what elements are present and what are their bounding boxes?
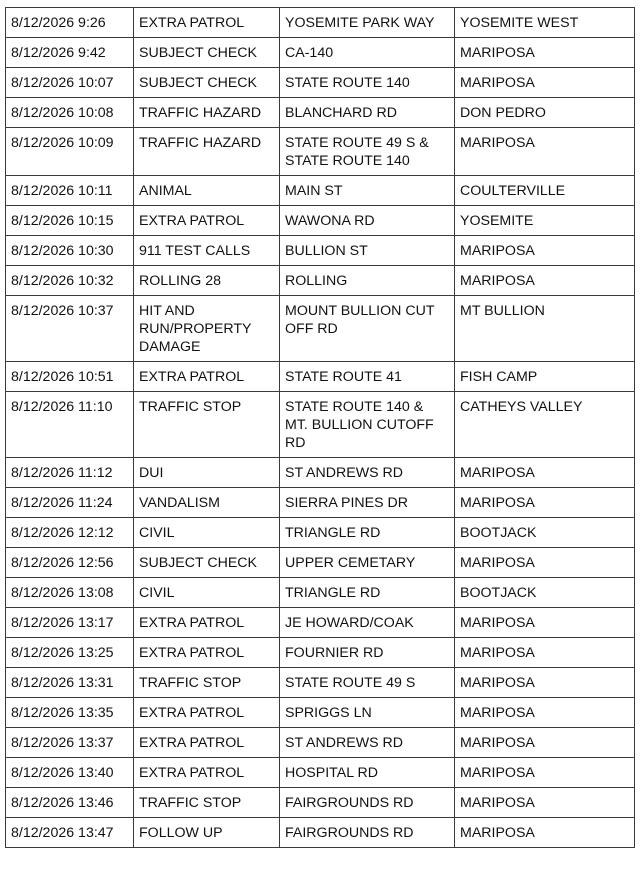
date-time-cell: 8/12/2026 10:32 [6,266,134,296]
call-type-cell: EXTRA PATROL [134,608,280,638]
call-type-cell: 911 TEST CALLS [134,236,280,266]
date-time-cell: 8/12/2026 13:46 [6,788,134,818]
location-cell: STATE ROUTE 41 [280,362,455,392]
call-type-cell: FOLLOW UP [134,818,280,848]
call-log-body [6,8,635,848]
area-cell: MARIPOSA [455,728,635,758]
area-cell: FISH CAMP [455,362,635,392]
table-row [6,68,635,98]
date-time-cell: 8/12/2026 13:08 [6,578,134,608]
area-cell: BOOTJACK [455,518,635,548]
area-cell: MARIPOSA [455,458,635,488]
table-row [6,98,635,128]
table-row [6,758,635,788]
call-type-cell: CIVIL [134,578,280,608]
area-cell: COULTERVILLE [455,176,635,206]
location-cell: MOUNT BULLION CUT OFF RD [280,296,455,362]
area-cell: MT BULLION [455,296,635,362]
location-cell: FOURNIER RD [280,638,455,668]
date-time-cell: 8/12/2026 11:10 [6,392,134,458]
location-cell: SPRIGGS LN [280,698,455,728]
location-cell: MAIN ST [280,176,455,206]
date-time-cell: 8/12/2026 10:37 [6,296,134,362]
area-cell: YOSEMITE WEST [455,8,635,38]
date-time-cell: 8/12/2026 13:17 [6,608,134,638]
table-row [6,638,635,668]
location-cell: STATE ROUTE 49 S [280,668,455,698]
table-row [6,38,635,68]
location-cell: STATE ROUTE 140 & MT. BULLION CUTOFF RD [280,392,455,458]
location-cell: UPPER CEMETARY [280,548,455,578]
area-cell: BOOTJACK [455,578,635,608]
call-log-table [5,7,635,848]
location-cell: FAIRGROUNDS RD [280,818,455,848]
call-type-cell: SUBJECT CHECK [134,38,280,68]
table-row [6,728,635,758]
call-type-cell: EXTRA PATROL [134,362,280,392]
location-cell: TRIANGLE RD [280,578,455,608]
date-time-cell: 8/12/2026 10:51 [6,362,134,392]
table-row [6,698,635,728]
call-type-cell: TRAFFIC HAZARD [134,98,280,128]
table-row [6,128,635,176]
call-type-cell: CIVIL [134,518,280,548]
location-cell: FAIRGROUNDS RD [280,788,455,818]
date-time-cell: 8/12/2026 11:24 [6,488,134,518]
date-time-cell: 8/12/2026 10:30 [6,236,134,266]
date-time-cell: 8/12/2026 13:25 [6,638,134,668]
date-time-cell: 8/12/2026 10:15 [6,206,134,236]
date-time-cell: 8/12/2026 10:07 [6,68,134,98]
location-cell: STATE ROUTE 140 [280,68,455,98]
table-row [6,818,635,848]
location-cell: ST ANDREWS RD [280,728,455,758]
date-time-cell: 8/12/2026 12:56 [6,548,134,578]
date-time-cell: 8/12/2026 13:31 [6,668,134,698]
call-type-cell: ROLLING 28 [134,266,280,296]
area-cell: MARIPOSA [455,698,635,728]
area-cell: MARIPOSA [455,788,635,818]
area-cell: CATHEYS VALLEY [455,392,635,458]
area-cell: YOSEMITE [455,206,635,236]
location-cell: HOSPITAL RD [280,758,455,788]
call-type-cell: DUI [134,458,280,488]
table-row [6,362,635,392]
area-cell: MARIPOSA [455,68,635,98]
call-type-cell: SUBJECT CHECK [134,68,280,98]
area-cell: MARIPOSA [455,488,635,518]
table-row [6,236,635,266]
location-cell: WAWONA RD [280,206,455,236]
call-type-cell: SUBJECT CHECK [134,548,280,578]
call-type-cell: TRAFFIC STOP [134,668,280,698]
date-time-cell: 8/12/2026 10:08 [6,98,134,128]
date-time-cell: 8/12/2026 13:47 [6,818,134,848]
table-row [6,548,635,578]
table-row [6,296,635,362]
call-type-cell: EXTRA PATROL [134,758,280,788]
date-time-cell: 8/12/2026 12:12 [6,518,134,548]
date-time-cell: 8/12/2026 9:26 [6,8,134,38]
location-cell: ST ANDREWS RD [280,458,455,488]
date-time-cell: 8/12/2026 13:37 [6,728,134,758]
area-cell: MARIPOSA [455,128,635,176]
table-row [6,176,635,206]
table-row [6,206,635,236]
location-cell: TRIANGLE RD [280,518,455,548]
area-cell: MARIPOSA [455,758,635,788]
date-time-cell: 8/12/2026 11:12 [6,458,134,488]
location-cell: JE HOWARD/COAK [280,608,455,638]
area-cell: DON PEDRO [455,98,635,128]
call-type-cell: EXTRA PATROL [134,206,280,236]
location-cell: YOSEMITE PARK WAY [280,8,455,38]
table-row [6,578,635,608]
table-row [6,458,635,488]
area-cell: MARIPOSA [455,548,635,578]
date-time-cell: 8/12/2026 13:40 [6,758,134,788]
area-cell: MARIPOSA [455,266,635,296]
date-time-cell: 8/12/2026 10:09 [6,128,134,176]
call-type-cell: TRAFFIC STOP [134,392,280,458]
table-row [6,8,635,38]
call-type-cell: EXTRA PATROL [134,8,280,38]
area-cell: MARIPOSA [455,638,635,668]
location-cell: ROLLING [280,266,455,296]
area-cell: MARIPOSA [455,38,635,68]
location-cell: BULLION ST [280,236,455,266]
table-row [6,608,635,638]
call-type-cell: EXTRA PATROL [134,698,280,728]
table-row [6,518,635,548]
call-type-cell: VANDALISM [134,488,280,518]
call-type-cell: EXTRA PATROL [134,638,280,668]
table-row [6,788,635,818]
date-time-cell: 8/12/2026 9:42 [6,38,134,68]
location-cell: BLANCHARD RD [280,98,455,128]
location-cell: SIERRA PINES DR [280,488,455,518]
table-row [6,668,635,698]
table-row [6,392,635,458]
area-cell: MARIPOSA [455,608,635,638]
call-type-cell: ANIMAL [134,176,280,206]
location-cell: STATE ROUTE 49 S & STATE ROUTE 140 [280,128,455,176]
table-row [6,266,635,296]
date-time-cell: 8/12/2026 13:35 [6,698,134,728]
area-cell: MARIPOSA [455,236,635,266]
call-type-cell: HIT AND RUN/PROPERTY DAMAGE [134,296,280,362]
area-cell: MARIPOSA [455,668,635,698]
location-cell: CA-140 [280,38,455,68]
date-time-cell: 8/12/2026 10:11 [6,176,134,206]
call-type-cell: TRAFFIC HAZARD [134,128,280,176]
table-row [6,488,635,518]
call-type-cell: TRAFFIC STOP [134,788,280,818]
call-type-cell: EXTRA PATROL [134,728,280,758]
area-cell: MARIPOSA [455,818,635,848]
